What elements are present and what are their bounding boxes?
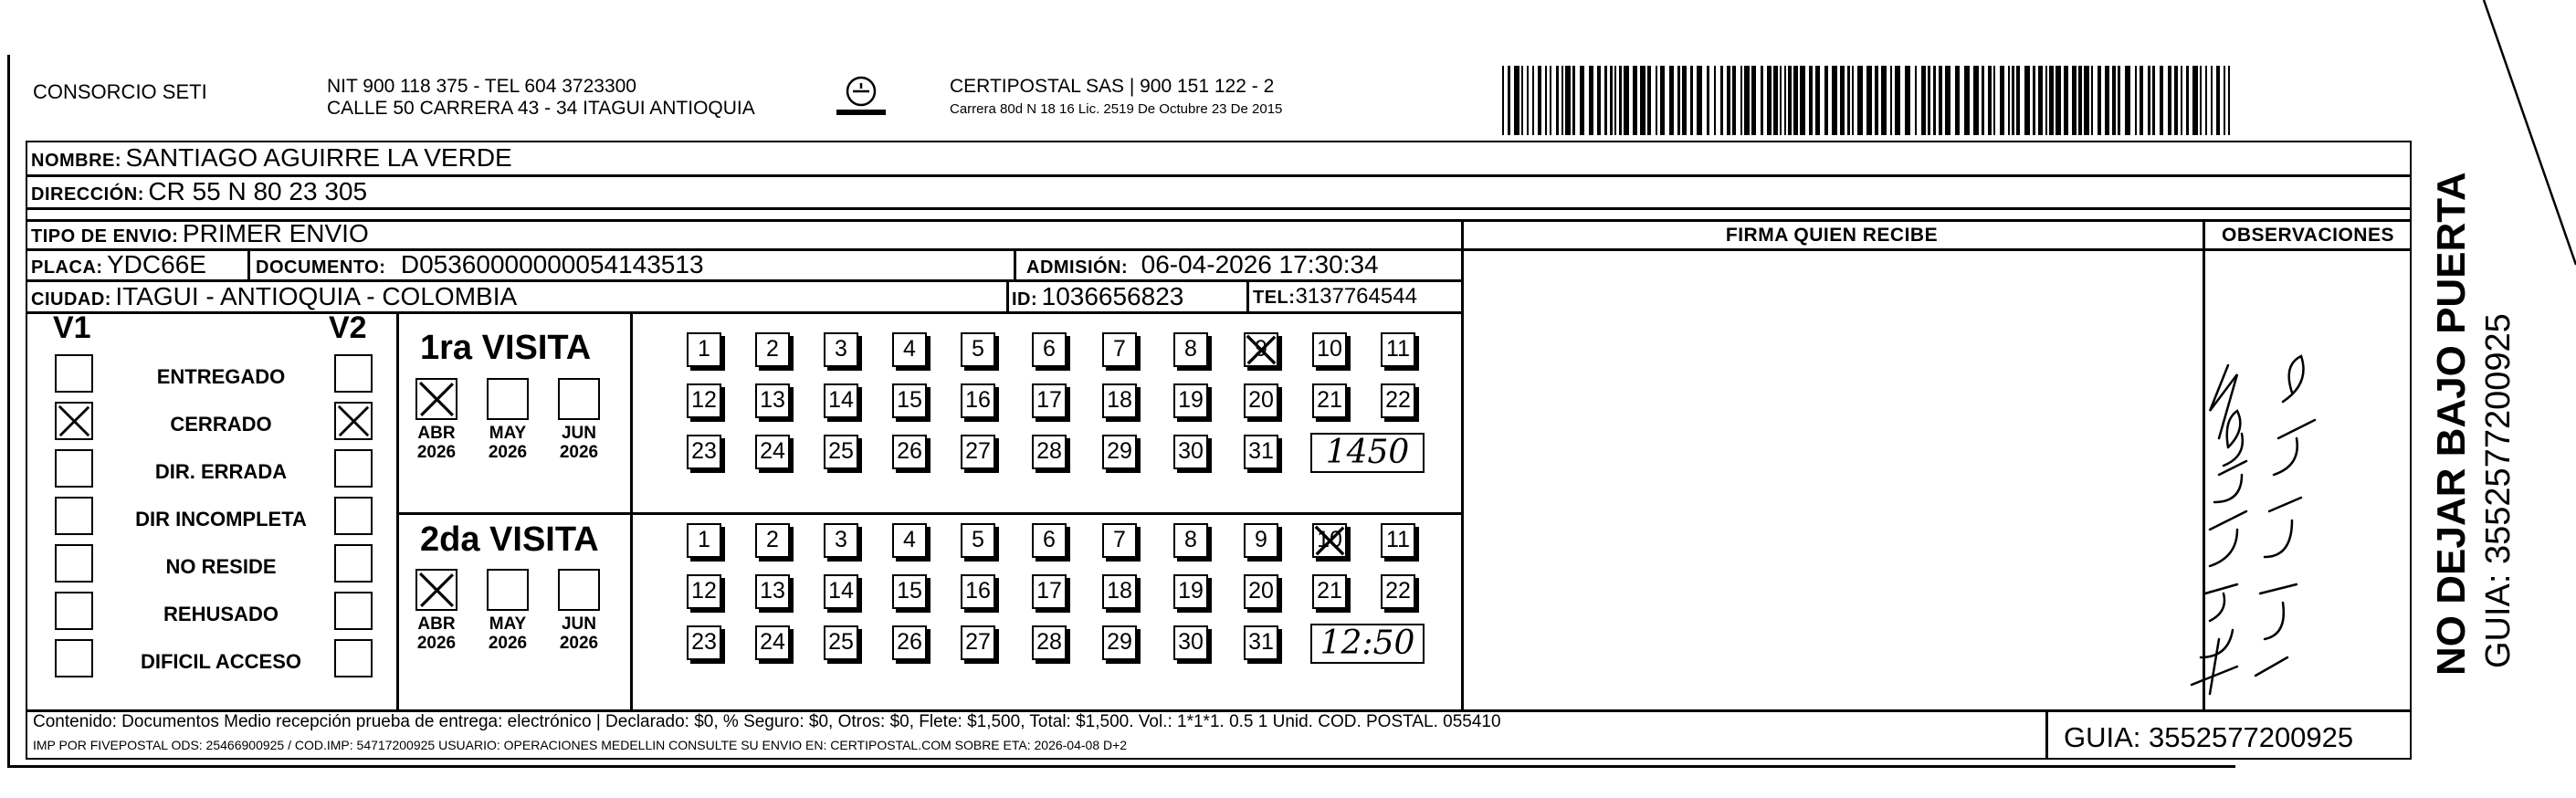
barcode-bar — [2038, 66, 2043, 135]
day-box[interactable]: 8 — [1173, 332, 1208, 367]
day-box[interactable]: 25 — [824, 625, 858, 660]
phone-cell — [1253, 284, 1417, 310]
barcode-bar — [1565, 66, 1571, 135]
barcode-bar — [2064, 66, 2068, 135]
barcode-bar — [1538, 66, 1541, 135]
month-name: MAY — [489, 614, 527, 634]
barcode-bar — [1556, 66, 1559, 135]
month-year: 2026 — [416, 634, 457, 653]
barcode-bar — [1619, 66, 1622, 135]
day-box[interactable]: 12 — [687, 574, 721, 609]
barcode-bar — [1647, 66, 1651, 135]
month-name: MAY — [489, 424, 527, 443]
name-label: NOMBRE: — [31, 151, 122, 171]
handwritten-signature — [2173, 292, 2356, 703]
day-box[interactable]: 6 — [1032, 523, 1067, 558]
status-option-label: REHUSADO — [163, 603, 279, 625]
barcode-bar — [1773, 66, 1778, 135]
company-name: CONSORCIO SETI — [33, 80, 207, 103]
id-label: ID: — [1012, 289, 1038, 310]
day-box[interactable]: 20 — [1244, 383, 1278, 418]
barcode-bar — [1780, 66, 1782, 135]
barcode-bar — [2016, 66, 2020, 135]
day-box[interactable]: 3 — [824, 523, 858, 558]
first-visit-title: 1ra VISITA — [420, 329, 592, 367]
barcode-bar — [1800, 66, 1805, 135]
barcode-bar — [1669, 66, 1674, 135]
document-label: DOCUMENTO: — [256, 257, 386, 278]
v1-checkbox[interactable] — [55, 354, 93, 393]
barcode-bar — [1597, 66, 1601, 135]
barcode-bar — [1832, 66, 1837, 135]
barcode-bar — [2084, 66, 2089, 135]
day-box[interactable]: 18 — [1102, 383, 1137, 418]
city-label: CIUDAD: — [31, 289, 111, 310]
barcode-bar — [1614, 66, 1616, 135]
day-box[interactable]: 4 — [892, 523, 927, 558]
day-box[interactable]: 8 — [1173, 523, 1208, 558]
barcode-bar — [2174, 66, 2178, 135]
barcode-bar — [1890, 66, 1892, 135]
city-value: ITAGUI - ANTIOQUIA - COLOMBIA — [115, 282, 518, 310]
id-cell — [1012, 282, 1183, 311]
barcode-bar — [1589, 66, 1593, 135]
second-visit-title: 2da VISITA — [420, 520, 599, 559]
barcode-bar — [1744, 66, 1750, 135]
barcode-bar — [1767, 66, 1772, 135]
barcode-bar — [1973, 66, 1979, 135]
barcode-bar — [1751, 66, 1756, 135]
barcode-bar — [1788, 66, 1792, 135]
barcode-bar — [2211, 66, 2213, 135]
day-box[interactable]: 7 — [1102, 332, 1137, 367]
day-box[interactable]: 2 — [755, 332, 790, 367]
month-year: 2026 — [488, 634, 528, 653]
barcode-bar — [2216, 66, 2220, 135]
barcode-bar — [1624, 66, 1629, 135]
recipient-address: CR 55 N 80 23 305 — [148, 177, 368, 205]
barcode-bar — [1545, 66, 1547, 135]
day-box[interactable]: 10 — [1312, 523, 1347, 558]
plate-value: YDC66E — [107, 250, 206, 278]
month-name: JUN — [561, 424, 596, 443]
barcode-bar — [1945, 66, 1950, 135]
barcode-bar — [1740, 66, 1742, 135]
barcode-bar — [1604, 66, 1607, 135]
barcode-bar — [1714, 66, 1716, 135]
barcode-bar — [1707, 66, 1709, 135]
barcode-bar — [2192, 66, 2198, 135]
day-box[interactable]: 18 — [1102, 574, 1137, 609]
day-box[interactable]: 17 — [1032, 383, 1067, 418]
barcode-bar — [1502, 66, 1504, 135]
day-box[interactable]: 14 — [824, 383, 858, 418]
barcode-bar — [1866, 66, 1872, 135]
phone-label: TEL: — [1253, 288, 1296, 308]
day-box[interactable]: 11 — [1381, 523, 1415, 558]
barcode-bar — [1928, 66, 1930, 135]
barcode-bar — [2205, 66, 2207, 135]
day-box[interactable]: 26 — [892, 435, 927, 469]
month-year: 2026 — [416, 443, 457, 462]
barcode-bar — [1988, 66, 1992, 135]
barcode-bar — [1690, 66, 1693, 135]
day-box[interactable]: 28 — [1032, 435, 1067, 469]
city-row — [31, 282, 517, 311]
observations-header: OBSERVACIONES — [2222, 225, 2394, 246]
company-nit: NIT 900 118 375 - TEL 604 3723300 — [327, 76, 636, 97]
barcode-bar — [1677, 66, 1680, 135]
barcode-bar — [1993, 66, 1995, 135]
day-box[interactable]: 25 — [824, 435, 858, 469]
barcode-bar — [1561, 66, 1563, 135]
barcode-bar — [1514, 66, 1519, 135]
day-box[interactable]: 19 — [1173, 383, 1208, 418]
status-option-label: DIFICIL ACCESO — [140, 650, 301, 673]
month-checkbox[interactable] — [558, 569, 600, 611]
month-checkbox[interactable] — [487, 378, 529, 420]
day-box[interactable]: 26 — [892, 625, 927, 660]
day-box[interactable]: 9 — [1244, 332, 1278, 367]
month-checkbox[interactable] — [415, 569, 457, 611]
certipostal-logo — [833, 71, 889, 122]
id-value: 1036656823 — [1041, 282, 1184, 310]
v2-checkbox[interactable] — [334, 497, 373, 535]
barcode-bar — [1881, 66, 1887, 135]
barcode-bar — [1732, 66, 1736, 135]
day-box[interactable]: 9 — [1244, 523, 1278, 558]
barcode-bar — [2033, 66, 2035, 135]
barcode-bar — [1840, 66, 1845, 135]
v1-checkbox[interactable] — [55, 449, 93, 488]
v2-checkbox[interactable] — [334, 402, 373, 440]
v2-checkbox[interactable] — [334, 592, 373, 630]
day-box[interactable]: 23 — [687, 435, 721, 469]
day-box[interactable]: 17 — [1032, 574, 1067, 609]
footer-content: Contenido: Documentos Medio recepción prueba de entrega: electrónico | Declarado: $0, % Seguro: $0, Otros: $0, Flete: $1,500, Total: $1,500. Vol.: 1*1*1. 0.5 1 Unid. COD. POSTAL. 055410 — [33, 712, 1501, 731]
day-box[interactable]: 24 — [755, 435, 790, 469]
status-option-label: CERRADO — [170, 413, 272, 436]
month-name: ABR — [417, 614, 456, 634]
month-checkbox[interactable] — [415, 378, 457, 420]
barcode-bar — [2200, 66, 2202, 135]
month-label — [409, 424, 464, 462]
status-option-label: DIR. ERRADA — [154, 460, 288, 483]
barcode-bar — [2098, 66, 2101, 135]
barcode-bar — [2228, 66, 2230, 135]
barcode-bar — [2186, 66, 2189, 135]
month-label — [480, 424, 535, 462]
day-box[interactable]: 31 — [1244, 625, 1278, 660]
month-checkbox[interactable] — [487, 569, 529, 611]
day-box[interactable]: 1 — [687, 332, 721, 367]
company-address: CALLE 50 CARRERA 43 - 34 ITAGUI ANTIOQUIA — [327, 98, 755, 119]
status-option-label: NO RESIDE — [165, 555, 277, 578]
barcode-bar — [1720, 66, 1723, 135]
day-box[interactable]: 14 — [824, 574, 858, 609]
barcode-bar — [2140, 66, 2143, 135]
document-cell — [256, 250, 704, 279]
shipment-type: PRIMER ENVIO — [182, 219, 369, 247]
barcode-bar — [1933, 66, 1936, 135]
day-box[interactable]: 22 — [1381, 574, 1415, 609]
v1-header: V1 — [53, 310, 91, 345]
day-box[interactable]: 24 — [755, 625, 790, 660]
day-box[interactable]: 10 — [1312, 332, 1347, 367]
day-box[interactable]: 30 — [1173, 625, 1208, 660]
left-border — [7, 55, 10, 767]
day-box[interactable]: 13 — [755, 383, 790, 418]
barcode-bar — [1550, 66, 1551, 135]
barcode-bar — [2072, 66, 2077, 135]
v1-checkbox[interactable] — [55, 592, 93, 630]
barcode-bar — [2000, 66, 2004, 135]
v1-checkbox[interactable] — [55, 497, 93, 535]
v2-checkbox[interactable] — [334, 354, 373, 393]
barcode-bar — [1964, 66, 1970, 135]
barcode-bar — [1982, 66, 1984, 135]
barcode-bar — [1939, 66, 1942, 135]
barcode-bar — [1572, 66, 1575, 135]
barcode-bar — [1508, 66, 1510, 135]
month-year: 2026 — [488, 443, 528, 462]
v2-checkbox[interactable] — [334, 544, 373, 583]
barcode-bar — [1761, 66, 1763, 135]
month-label — [409, 614, 464, 653]
plate-row — [31, 250, 206, 279]
barcode-bar — [1824, 66, 1828, 135]
barcode-bar — [1610, 66, 1613, 135]
v1-checkbox[interactable] — [55, 544, 93, 583]
barcode-bar — [2012, 66, 2014, 135]
day-box[interactable]: 16 — [961, 383, 995, 418]
carrier-license: Carrera 80d N 18 16 Lic. 2519 De Octubre 23 De 2015 — [950, 101, 1283, 117]
day-box[interactable]: 29 — [1102, 625, 1137, 660]
day-box[interactable]: 31 — [1244, 435, 1278, 469]
barcode-bar — [1784, 66, 1786, 135]
side-guide: GUIA: 3552577200925 — [2479, 313, 2518, 668]
barcode-bar — [1915, 66, 1917, 135]
status-option-label: DIR INCOMPLETA — [135, 508, 307, 530]
day-box[interactable]: 1 — [687, 523, 721, 558]
day-box[interactable]: 15 — [892, 383, 927, 418]
shipment-type-label: TIPO DE ENVIO: — [31, 226, 179, 247]
day-box[interactable]: 28 — [1032, 625, 1067, 660]
bottom-border — [7, 765, 2235, 768]
day-box[interactable]: 4 — [892, 332, 927, 367]
carrier-name: CERTIPOSTAL SAS | 900 151 122 - 2 — [950, 76, 1275, 97]
day-box[interactable]: 5 — [961, 523, 995, 558]
day-box[interactable]: 5 — [961, 332, 995, 367]
footer-imp: IMP POR FIVEPOSTAL ODS: 25466900925 / COD.IMP: 54717200925 USUARIO: OPERACIONES MEDELLIN CONSULTE SU ENVIO EN: CERTIPOSTAL.COM SOBRE ETA: 2026-04-08 D+2 — [33, 738, 1128, 752]
barcode-bar — [2112, 66, 2116, 135]
day-box[interactable]: 3 — [824, 332, 858, 367]
barcode-bar — [1633, 66, 1637, 135]
barcode-bar — [1727, 66, 1730, 135]
barcode-bar — [1793, 66, 1798, 135]
barcode-bar — [2118, 66, 2120, 135]
plate-label: PLACA: — [31, 257, 103, 278]
document-value: D05360000000054143513 — [400, 250, 704, 278]
barcode-bar — [2024, 66, 2030, 135]
v1-checkbox[interactable] — [55, 402, 93, 440]
day-box[interactable]: 19 — [1173, 574, 1208, 609]
status-option-label: ENTREGADO — [156, 365, 286, 388]
month-label — [552, 614, 606, 653]
barcode-bar — [1640, 66, 1645, 135]
admission-label: ADMISIÓN: — [1026, 257, 1129, 278]
admission-cell — [1026, 250, 1379, 279]
visit-time: 12:50 — [1310, 624, 1425, 664]
barcode — [1502, 66, 2237, 135]
barcode-bar — [1921, 66, 1926, 135]
barcode-bar — [2168, 66, 2171, 135]
barcode-bar — [1852, 66, 1854, 135]
signature-header: FIRMA QUIEN RECIBE — [1725, 225, 1939, 246]
day-box[interactable]: 6 — [1032, 332, 1067, 367]
barcode-bar — [1580, 66, 1584, 135]
footer-guide: GUIA: 3552577200925 — [2064, 721, 2354, 753]
barcode-bar — [1875, 66, 1878, 135]
month-label — [552, 424, 606, 462]
month-checkbox[interactable] — [558, 378, 600, 420]
barcode-bar — [1532, 66, 1534, 135]
v2-checkbox[interactable] — [334, 449, 373, 488]
day-box[interactable]: 2 — [755, 523, 790, 558]
barcode-bar — [1847, 66, 1850, 135]
recipient-name: SANTIAGO AGUIRRE LA VERDE — [125, 143, 512, 172]
month-name: JUN — [561, 614, 596, 634]
v2-header: V2 — [329, 310, 367, 345]
barcode-bar — [2148, 66, 2150, 135]
barcode-bar — [1815, 66, 1820, 135]
day-box[interactable]: 20 — [1244, 574, 1278, 609]
visit-time: 1450 — [1310, 433, 1425, 473]
day-box[interactable]: 13 — [755, 574, 790, 609]
day-box[interactable]: 27 — [961, 625, 995, 660]
day-box[interactable]: 30 — [1173, 435, 1208, 469]
month-name: ABR — [417, 424, 456, 443]
phone-value: 3137764544 — [1295, 284, 1417, 309]
barcode-bar — [1905, 66, 1910, 135]
side-warning: NO DEJAR BAJO PUERTA — [2429, 172, 2474, 676]
barcode-bar — [1809, 66, 1813, 135]
day-box[interactable]: 22 — [1381, 383, 1415, 418]
barcode-bar — [2135, 66, 2137, 135]
barcode-bar — [2160, 66, 2163, 135]
month-year: 2026 — [559, 443, 599, 462]
day-box[interactable]: 7 — [1102, 523, 1137, 558]
barcode-bar — [2049, 66, 2054, 135]
address-row — [31, 177, 367, 206]
day-box[interactable]: 11 — [1381, 332, 1415, 367]
barcode-bar — [1656, 66, 1657, 135]
shipment-row — [31, 219, 369, 248]
barcode-bar — [2152, 66, 2155, 135]
day-box[interactable]: 29 — [1102, 435, 1137, 469]
barcode-bar — [2008, 66, 2010, 135]
barcode-bar — [2078, 66, 2082, 135]
day-box[interactable]: 21 — [1312, 574, 1347, 609]
day-box[interactable]: 16 — [961, 574, 995, 609]
barcode-bar — [1682, 66, 1687, 135]
barcode-bar — [2056, 66, 2061, 135]
barcode-bar — [1697, 66, 1702, 135]
day-box[interactable]: 15 — [892, 574, 927, 609]
barcode-bar — [2181, 66, 2182, 135]
v2-checkbox[interactable] — [334, 639, 373, 677]
name-row — [31, 143, 512, 173]
barcode-bar — [1857, 66, 1863, 135]
v1-checkbox[interactable] — [55, 639, 93, 677]
barcode-bar — [2045, 66, 2047, 135]
address-label: DIRECCIÓN: — [31, 184, 144, 205]
barcode-bar — [1895, 66, 1900, 135]
day-box[interactable]: 12 — [687, 383, 721, 418]
barcode-bar — [1660, 66, 1665, 135]
barcode-bar — [1521, 66, 1523, 135]
barcode-bar — [2091, 66, 2093, 135]
barcode-bar — [2105, 66, 2109, 135]
day-box[interactable]: 27 — [961, 435, 995, 469]
barcode-bar — [2125, 66, 2130, 135]
barcode-bar — [1527, 66, 1529, 135]
month-label — [480, 614, 535, 653]
barcode-bar — [1955, 66, 1960, 135]
month-year: 2026 — [559, 634, 599, 653]
barcode-bar — [2224, 66, 2225, 135]
day-box[interactable]: 21 — [1312, 383, 1347, 418]
admission-value: 06-04-2026 17:30:34 — [1141, 250, 1379, 278]
day-box[interactable]: 23 — [687, 625, 721, 660]
